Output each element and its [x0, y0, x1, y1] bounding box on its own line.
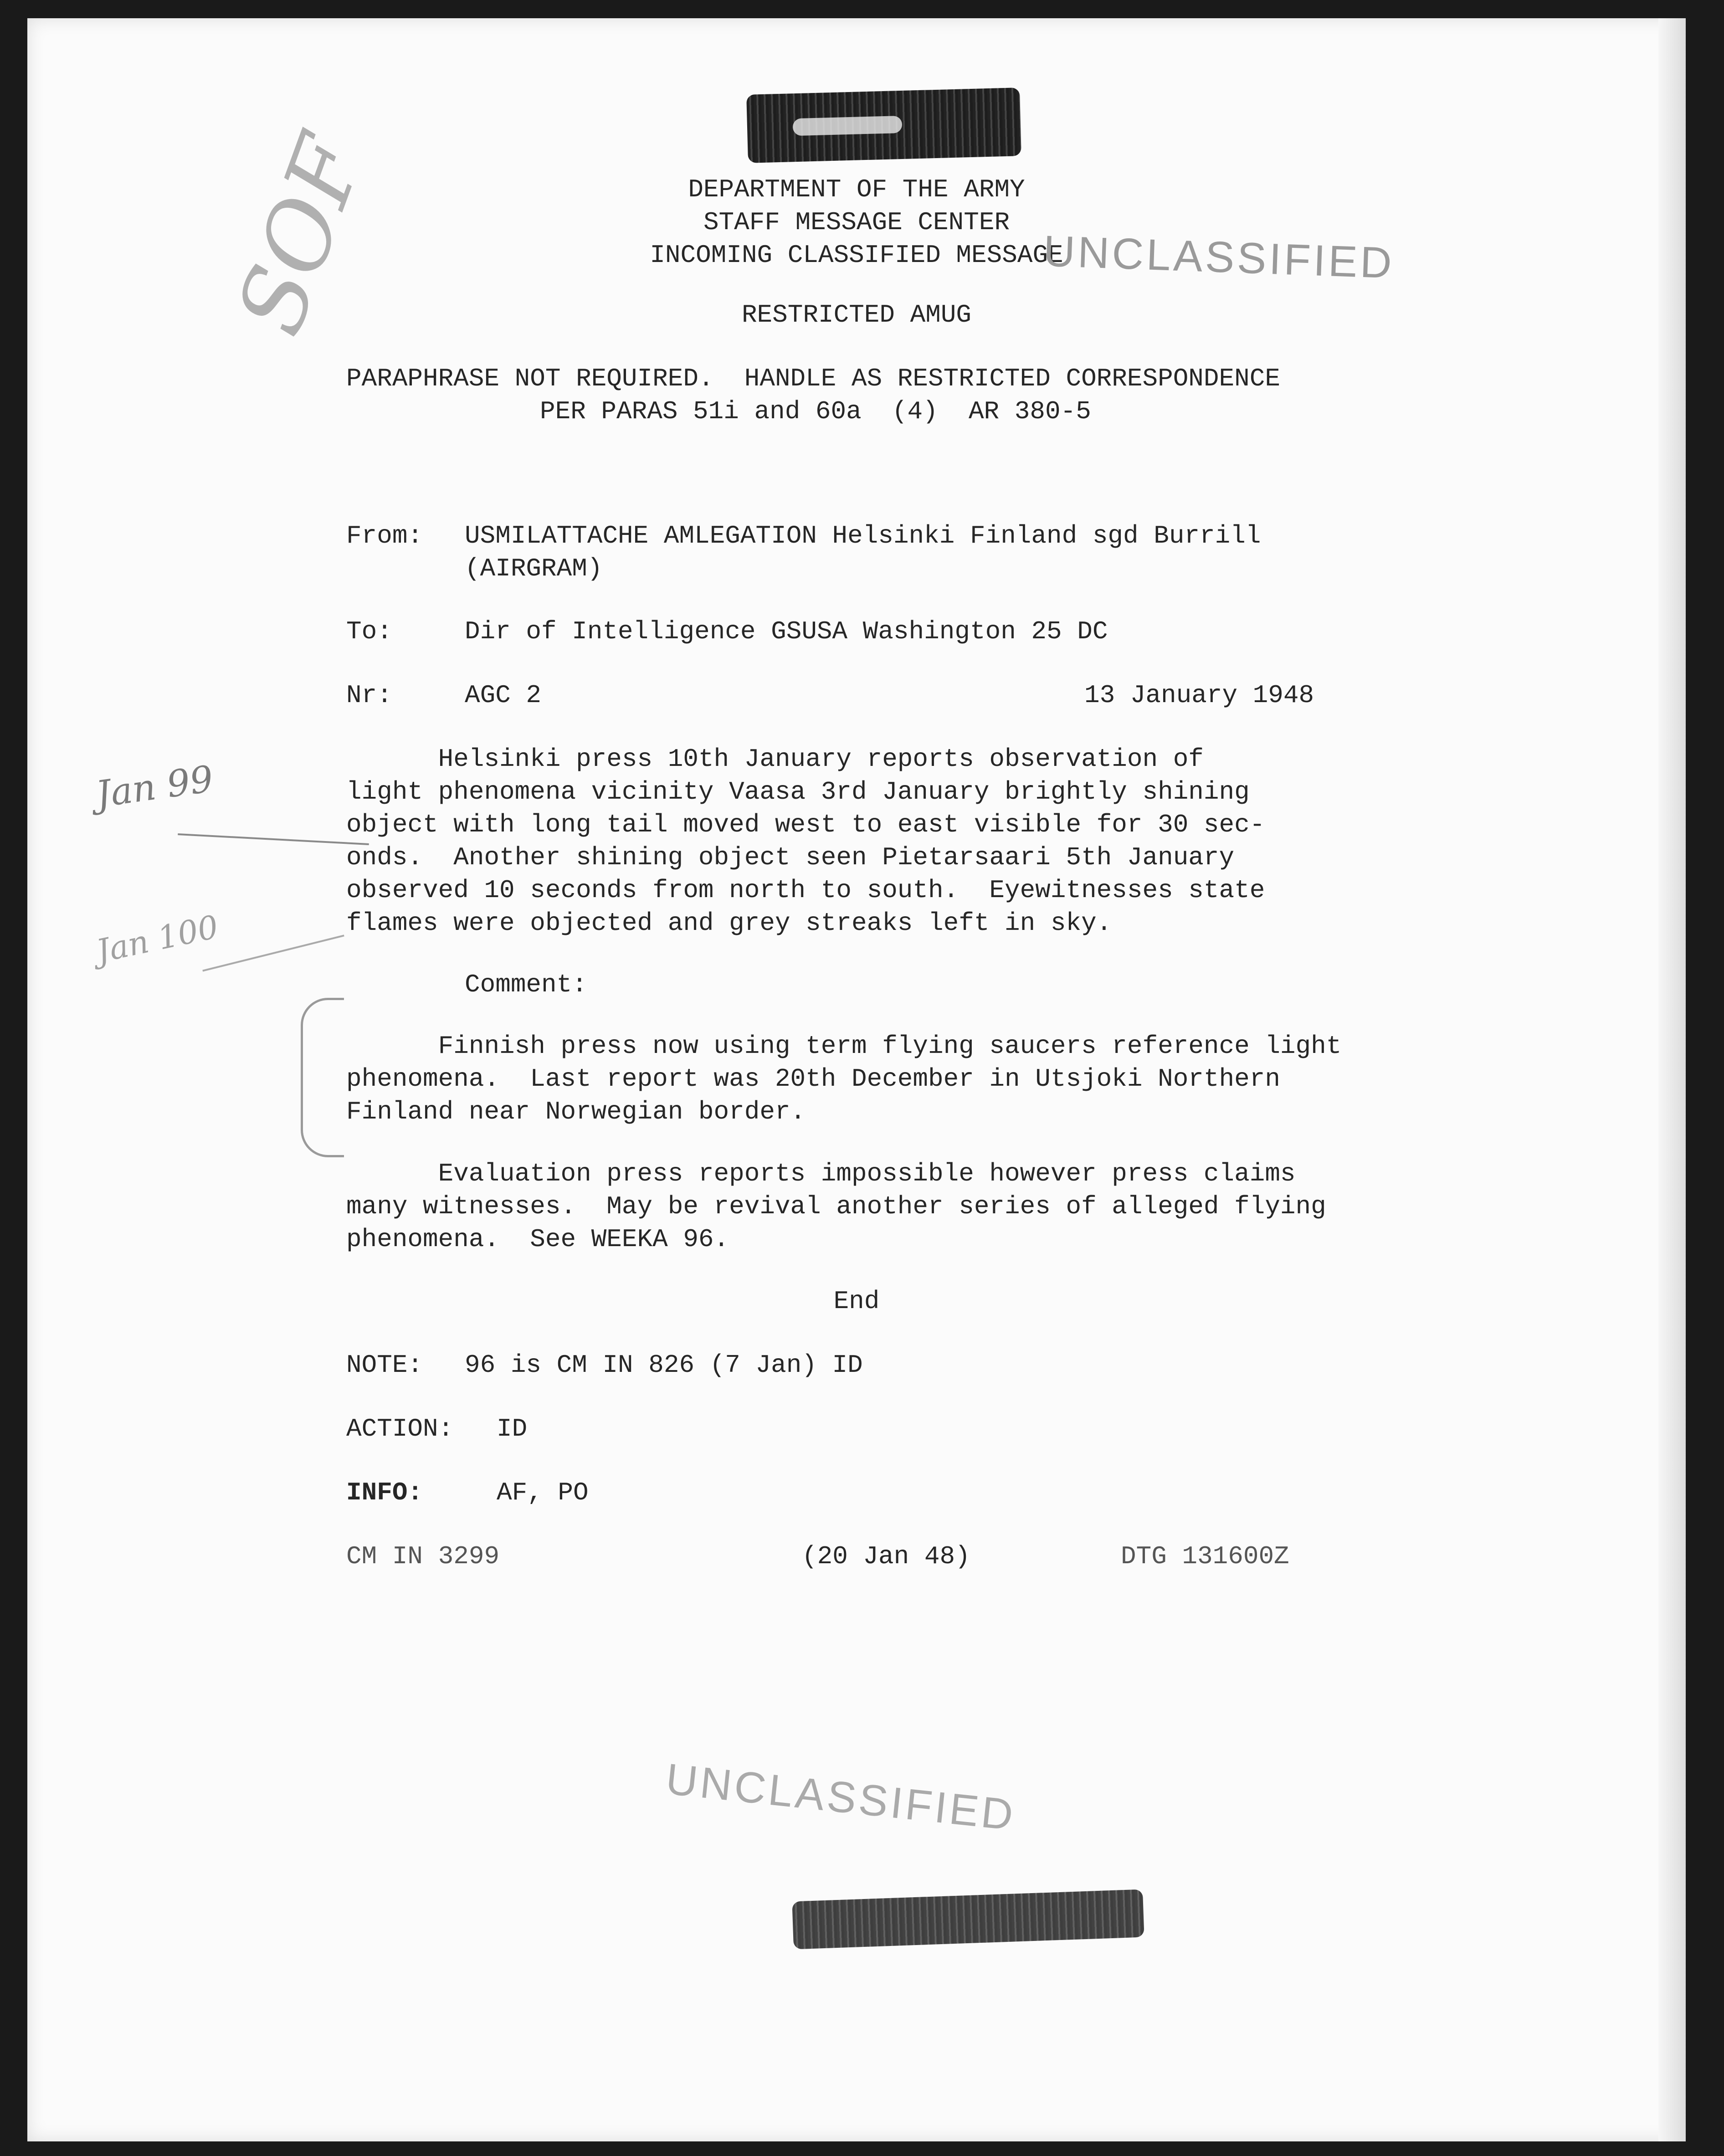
redaction-blot-top — [746, 87, 1021, 163]
dtg-value: DTG 131600Z — [1121, 1542, 1289, 1571]
receipt-date: (20 Jan 48) — [802, 1542, 970, 1571]
note-label: NOTE: — [346, 1350, 423, 1380]
document-page — [27, 18, 1686, 2141]
handling-instruction-2: PER PARAS 51i and 60a (4) AR 380-5 — [540, 397, 1091, 426]
body-line: many witnesses. May be revival another series of alleged flying — [346, 1192, 1326, 1221]
note-value: 96 is CM IN 826 (7 Jan) ID — [465, 1350, 863, 1380]
nr-label: Nr: — [346, 681, 392, 710]
comment-label: Comment: — [465, 970, 587, 999]
from-value: USMILATTACHE AMLEGATION Helsinki Finland sgd Burrill — [465, 521, 1261, 550]
unclassified-stamp-top: UNCLASSIFIED — [1042, 226, 1396, 288]
cm-in-number: CM IN 3299 — [346, 1542, 500, 1571]
info-label: INFO: — [346, 1478, 423, 1507]
end-marker: End — [833, 1287, 880, 1316]
unclassified-stamp-bottom: UNCLASSIFIED — [663, 1755, 1018, 1840]
body-line: observed 10 seconds from north to south. Eyewitnesses state — [346, 876, 1265, 905]
info-value: AF, PO — [497, 1478, 589, 1507]
body-line: object with long tail moved west to east visible for 30 sec- — [346, 810, 1265, 839]
header-department: DEPARTMENT OF THE ARMY — [688, 175, 1025, 204]
body-line: onds. Another shining object seen Pietarsaari 5th January — [346, 843, 1235, 872]
handling-instruction-1: PARAPHRASE NOT REQUIRED. HANDLE AS RESTRICTED CORRESPONDENCE — [346, 364, 1280, 393]
margin-pen-line — [178, 833, 369, 845]
page-edge-shadow — [1658, 18, 1686, 2141]
body-line: light phenomena vicinity Vaasa 3rd January brightly shining — [346, 777, 1250, 806]
body-line: Finland near Norwegian border. — [346, 1097, 806, 1126]
from-value-airgram: (AIRGRAM) — [465, 554, 603, 583]
body-line: flames were objected and grey streaks left in sky. — [346, 909, 1112, 938]
body-line: Finnish press now using term flying saucers reference light — [346, 1032, 1342, 1061]
to-label: To: — [346, 617, 392, 646]
handwritten-corner-mark: SOF — [216, 123, 385, 348]
from-label: From: — [346, 521, 423, 550]
action-value: ID — [497, 1414, 528, 1443]
margin-pen-stroke — [202, 934, 344, 971]
redaction-blot-bottom — [792, 1889, 1144, 1950]
body-line: Helsinki press 10th January reports observation of — [346, 744, 1204, 774]
to-value: Dir of Intelligence GSUSA Washington 25 DC — [465, 617, 1108, 646]
body-line: phenomena. See WEEKA 96. — [346, 1225, 729, 1254]
header-incoming-message: INCOMING CLASSIFIED MESSAGE — [650, 241, 1063, 270]
action-label: ACTION: — [346, 1414, 454, 1443]
header-message-center: STAFF MESSAGE CENTER — [703, 208, 1010, 237]
body-line: Evaluation press reports impossible however press claims — [346, 1159, 1296, 1188]
classification-line: RESTRICTED AMUG — [741, 300, 972, 329]
margin-bracket — [301, 998, 344, 1157]
message-date: 13 January 1948 — [1084, 681, 1314, 710]
nr-value: AGC 2 — [465, 681, 542, 710]
body-line: phenomena. Last report was 20th December in Utsjoki Northern — [346, 1064, 1280, 1093]
handwritten-margin-note-1: Jan 99 — [93, 757, 216, 816]
handwritten-margin-note-2: Jan 100 — [93, 908, 222, 970]
